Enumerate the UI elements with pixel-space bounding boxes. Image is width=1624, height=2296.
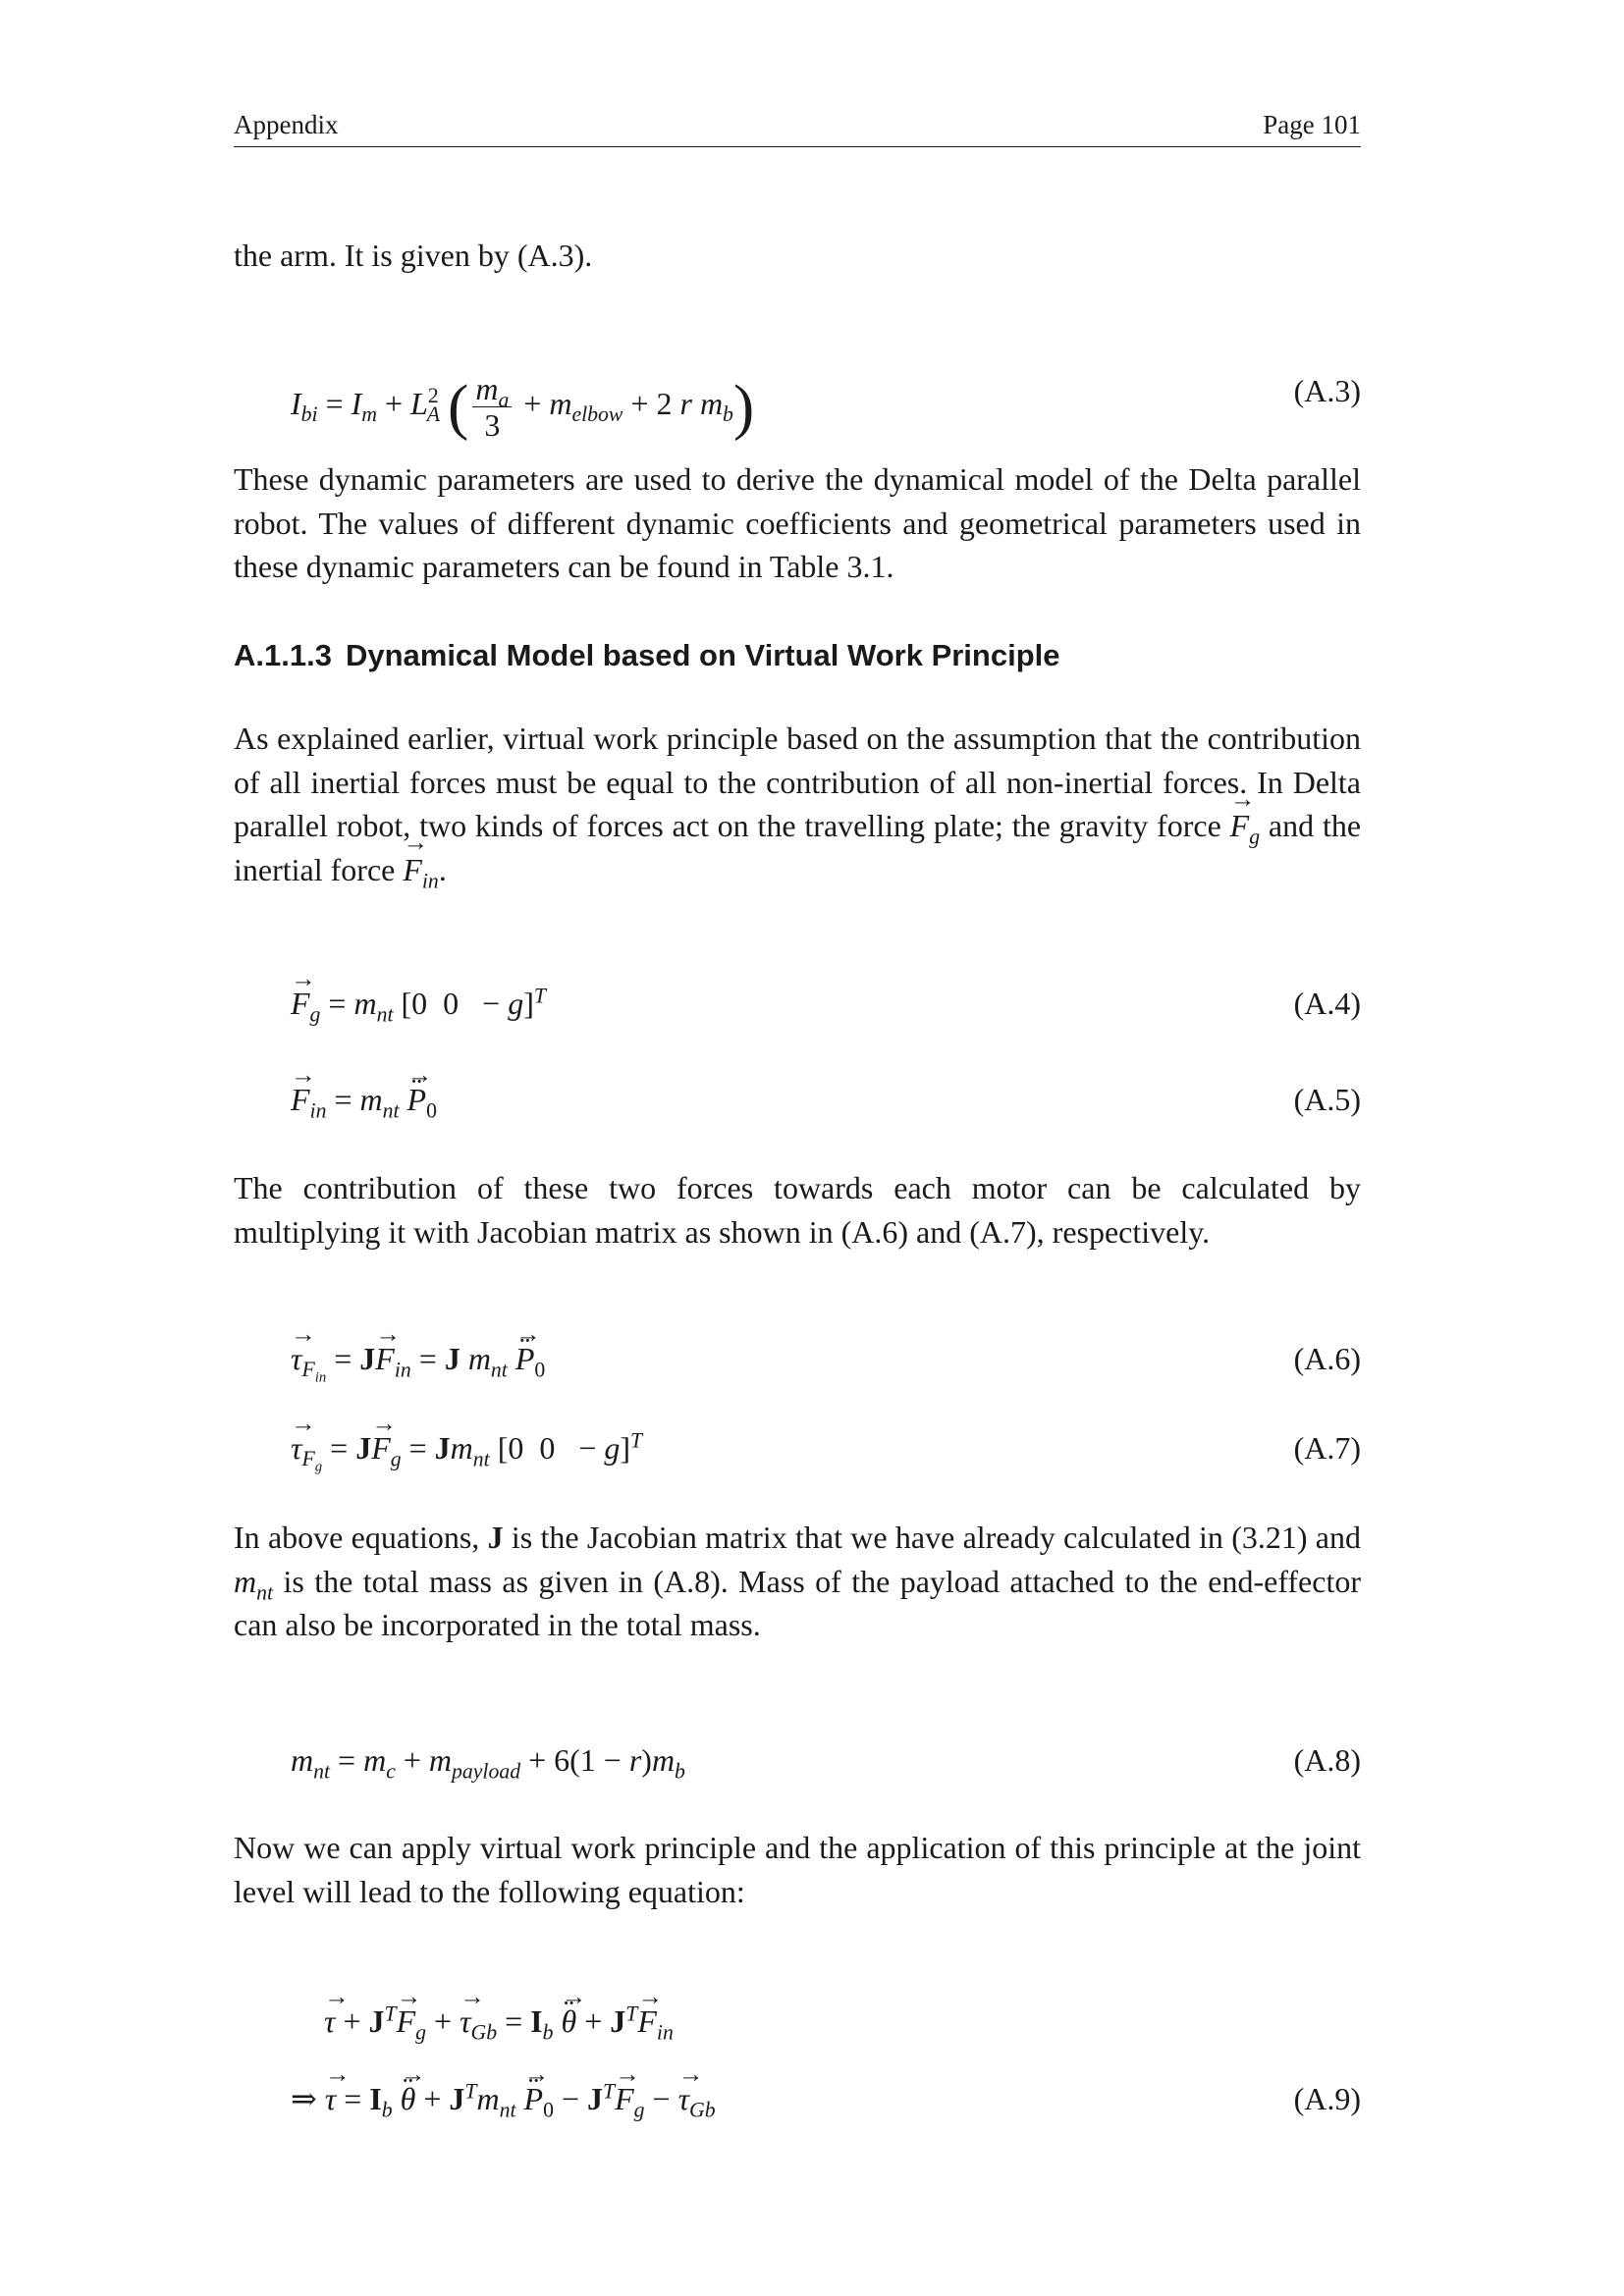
paragraph-jacobian-text-2: is the Jacobian matrix that we have already calculated in (3.21) and bbox=[511, 1520, 1362, 1555]
equation-a3-expression: $I_{bi} = I_m + L^2_A$ ( $\frac{m_a}{3}$ + $m_{elbow} + 2$ r $m_b$) bbox=[291, 371, 755, 443]
running-header-left: Appendix bbox=[234, 110, 339, 139]
equation-a7-expression: → $\tau_{F_g} = J\to F_g = Jm_{nt}$ [0 0 − g]$^T$ bbox=[291, 1428, 642, 1468]
page-number: Page 101 bbox=[1263, 110, 1361, 139]
equation-a3-label: (A.3) bbox=[1293, 373, 1361, 408]
equation-a4-label: (A.4) bbox=[1293, 986, 1361, 1021]
equation-a9-label: (A.9) bbox=[1293, 2081, 1361, 2116]
equation-a8-label: (A.8) bbox=[1293, 1742, 1361, 1778]
section-heading bbox=[234, 638, 1060, 673]
equation-a8-expression: $m_{nt} = m_c + m_{payload} + 6(1 - r)m_b$ bbox=[291, 1742, 685, 1784]
paragraph-contribution: The contribution of these two forces towards each motor can be calculated by multiplying it with Jacobian matrix as shown in (A.6) and (A.7), respectively. bbox=[234, 1170, 1361, 1250]
header-rule bbox=[234, 146, 1361, 147]
paragraph-intro: the arm. It is given by (A.3). bbox=[234, 238, 593, 273]
equation-a6-label: (A.6) bbox=[1293, 1341, 1361, 1376]
paragraph-dynamic-parameters: These dynamic parameters are used to derive the dynamical model of the Delta parallel robot. The values of different dynamic coefficients and geometrical parameters used in these dynamic parameters can be found in Table 3.1. bbox=[234, 461, 1361, 584]
paragraph-jacobian-text-3: is the total mass as given in (A.8). Mass of the payload attached to the end-effector can also be incorporated in the total mass. bbox=[234, 1563, 1362, 1642]
section-title: Dynamical Model based on Virtual Work Principle bbox=[345, 638, 1060, 672]
paragraph-jacobian: In above equations, J is the Jacobian matrix that we have already calculated in (3.21) and $m_{nt}$ is the total mass as given in (A.8). Mass of the payload attached to the end-effector can also be incorporated in the total mass. bbox=[234, 1520, 1362, 1642]
equation-a9-expression: ⇒ → $\tau = I_b \to \theta$ ¨ + $J^Tm_{nt} \to P$ $¨_0 - J^T\to F_g$ − → $\tau_{Gb}$ bbox=[291, 2079, 716, 2118]
section-number: A.1.1.3 bbox=[234, 638, 332, 672]
paragraph-virtual-work-text: As explained earlier, virtual work principle based on the assumption that the contribution of all inertial forces must be equal to the contribution of all non-inertial forces. In Delta parallel robot, two kinds of forces act on the travelling plate; the gravity force bbox=[234, 721, 1361, 843]
paragraph-apply-principle: Now we can apply virtual work principle and the application of this principle at the joint level will lead to the following equation: bbox=[234, 1830, 1361, 1909]
equation-a4-expression: → $F_g = m_{nt}$ [0 0 − g]$^T$ bbox=[291, 984, 546, 1023]
equation-a7-label: (A.7) bbox=[1293, 1430, 1361, 1466]
equation-a5-expression: → $F_{in} = m_{nt} \to P$ $¨_0$ bbox=[291, 1080, 437, 1119]
equation-a5-label: (A.5) bbox=[1293, 1082, 1361, 1117]
paragraph-virtual-work: As explained earlier, virtual work principle based on the assumption that the contribution of all inertial forces must be equal to the contribution of all non-inertial forces. In Delta parallel robot, two kinds of forces act on the travelling plate; the gravity force → $F_g$ and the inertial force → $F_{in}$. bbox=[234, 717, 1361, 891]
paragraph-virtual-work-text-2: and the inertial force bbox=[234, 808, 1362, 887]
paragraph-jacobian-text-1: In above equations, bbox=[234, 1520, 480, 1555]
equation-a6-expression: → $\tau_{F_{in}} = J\to F_{in} = J$ $m_{nt} \to P$ $¨_0$ bbox=[291, 1339, 545, 1378]
equation-a9-line1-expression: → $\tau + J^T\to F_g$ + → $\tau_{Gb} = I_b \to \theta$ ¨ + $J^T\to F_{in}$ bbox=[324, 2002, 674, 2041]
